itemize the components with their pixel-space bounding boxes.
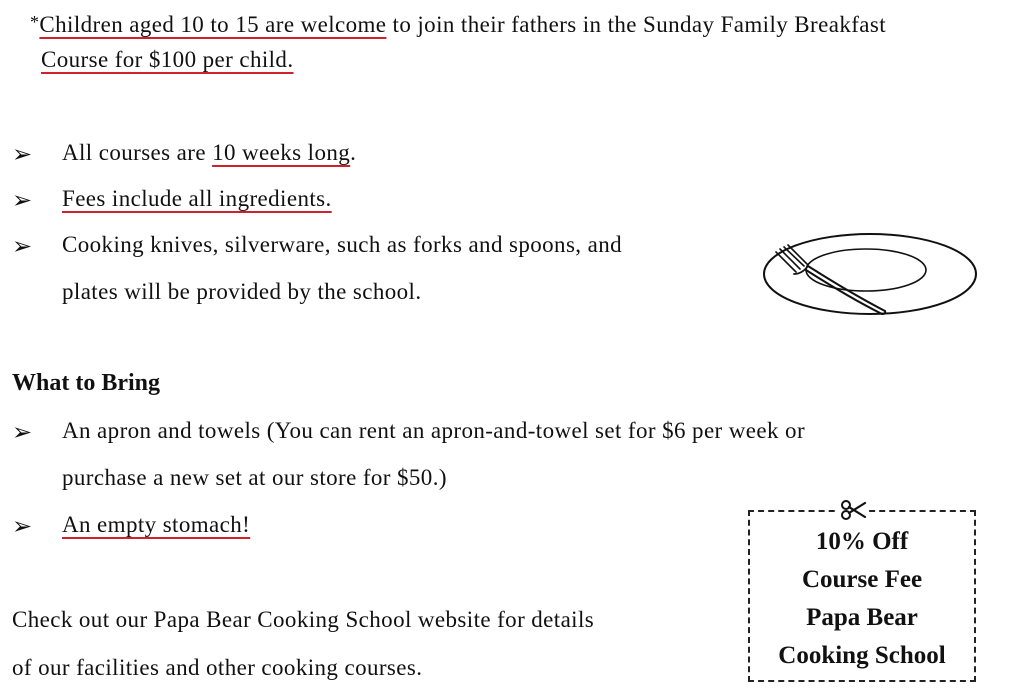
bullet-utensils-line1: Cooking knives, silverware, such as forks and spoons, and bbox=[62, 232, 623, 257]
children-note-price: Course for $100 per child. bbox=[41, 47, 294, 72]
fork-icon bbox=[776, 245, 885, 314]
website-info-line2: of our facilities and other cooking courses. bbox=[12, 655, 423, 680]
scissors-icon bbox=[838, 497, 868, 523]
children-note bbox=[30, 12, 886, 38]
bullet-course-length-underlined: 10 weeks long bbox=[212, 140, 351, 165]
bullet-arrow-icon: ➢ bbox=[12, 234, 33, 260]
bullet-arrow-icon: ➢ bbox=[12, 188, 33, 214]
children-note-line2 bbox=[41, 47, 293, 73]
bring-stomach bbox=[62, 512, 250, 538]
plate-inner-ring bbox=[806, 249, 926, 291]
bullet-course-length-suffix: . bbox=[350, 140, 357, 165]
bring-apron-line2: purchase a new set at our store for $50.) bbox=[62, 465, 447, 490]
bring-stomach-underlined: An empty stomach! bbox=[62, 512, 251, 537]
discount-coupon bbox=[748, 510, 976, 682]
coupon-course-fee: Course Fee bbox=[801, 566, 923, 593]
bullet-fees-underlined: Fees include all ingredients. bbox=[62, 186, 332, 211]
bullet-course-length bbox=[62, 140, 356, 166]
bullet-arrow-icon: ➢ bbox=[12, 420, 33, 446]
bullet-arrow-icon: ➢ bbox=[12, 142, 33, 168]
asterisk: * bbox=[30, 12, 40, 32]
bullet-arrow-icon: ➢ bbox=[12, 514, 33, 540]
bring-apron-line1: An apron and towels (You can rent an apron-and-towel set for $6 per week or bbox=[62, 418, 805, 443]
coupon-school-name-2: Cooking School bbox=[778, 642, 946, 669]
plate-fork-illustration bbox=[758, 222, 983, 322]
what-to-bring-heading: What to Bring bbox=[12, 370, 161, 396]
coupon-discount: 10% Off bbox=[815, 528, 909, 555]
bullet-course-length-prefix: All courses are bbox=[62, 140, 213, 165]
children-note-text: to join their fathers in the Sunday Family Breakfast bbox=[386, 12, 887, 37]
website-info-line1: Check out our Papa Bear Cooking School website for details bbox=[12, 607, 595, 632]
coupon-school-name-1: Papa Bear bbox=[806, 604, 918, 631]
children-note-underlined: Children aged 10 to 15 are welcome bbox=[39, 12, 387, 37]
bullet-utensils-line2: plates will be provided by the school. bbox=[62, 279, 422, 304]
bullet-fees bbox=[62, 186, 332, 212]
